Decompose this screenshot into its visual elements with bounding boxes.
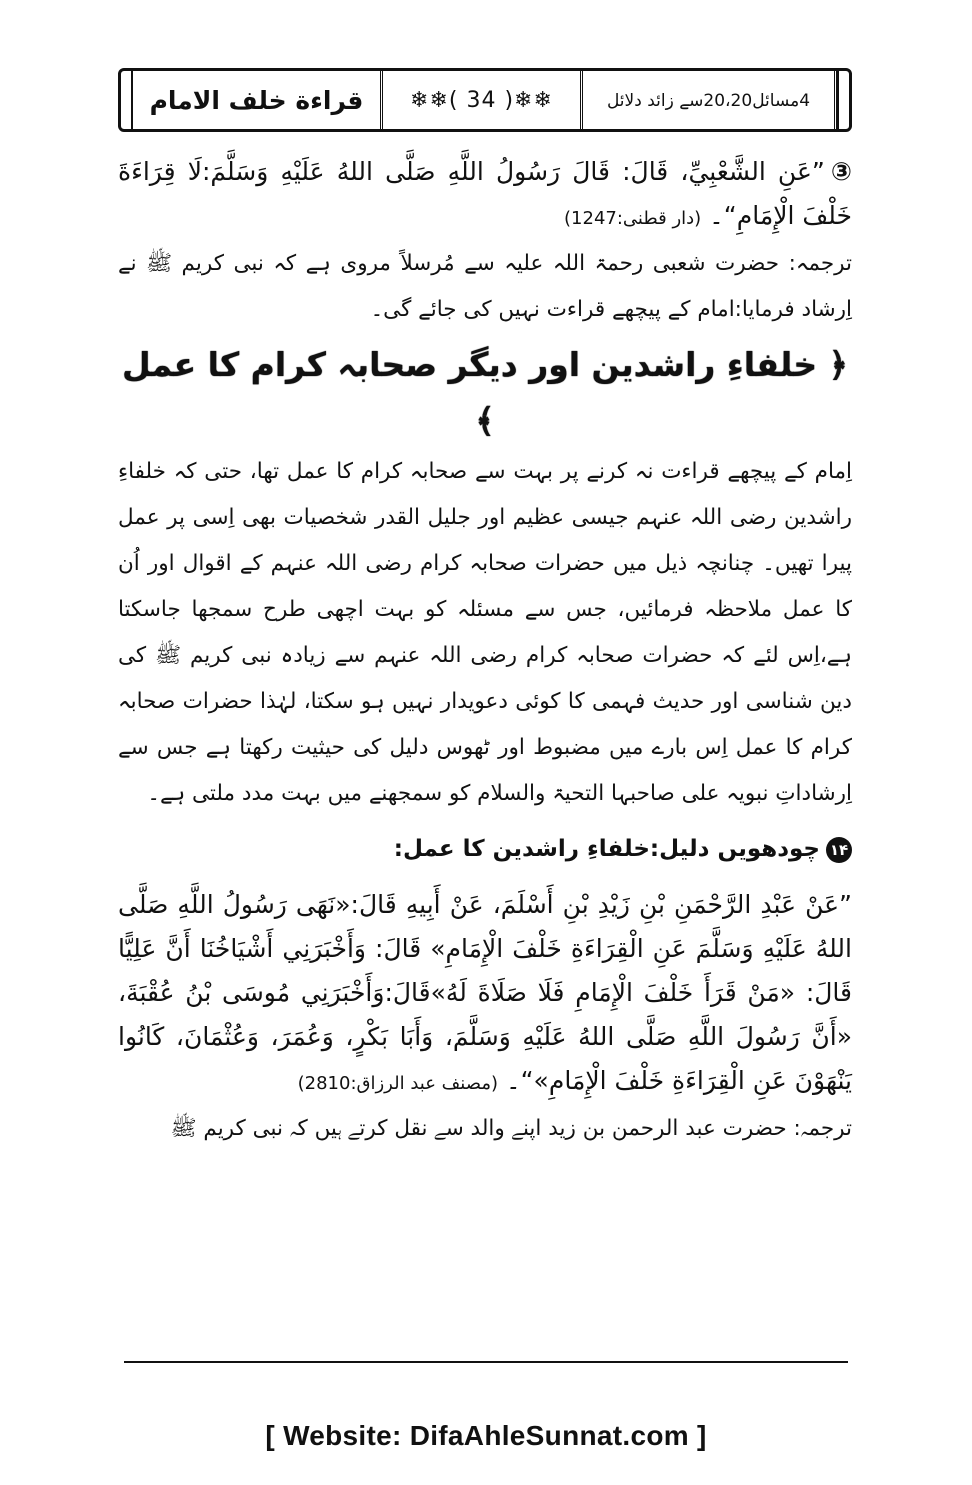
hadith-reference-2: (مصنف عبد الرزاق:2810)	[297, 1073, 498, 1094]
section-paragraph: اِمام کے پیچھے قراءت نہ کرنے پر بہت سے صحابہ کرام کا عمل تھا، حتی کہ خلفاءِ راشدین رضی اللہ عنہم جیسی عظیم اور جلیل القدر شخصیات بھی اِسی پر عمل پیرا تھیں۔ چنانچہ ذیل میں حضرات صحابہ کرام رضی اللہ عنہم کے اقوال اور اُن کا عمل ملاحظہ فرمائیں، جس سے مسئلہ کو بہت اچھی طرح سمجھا جاسکتا ہے،اِس لئے کہ حضرات صحابہ کرام رضی اللہ عنہم سے زیادہ نبی کریم ﷺ کی دین شناسی اور حدیث فہمی کا کوئی دعویدار نہیں ہو سکتا، لہٰذا حضرات صحابہ کرام کا عمل اِس بارے میں مضبوط اور ٹھوس دلیل کی حیثیت رکھتا ہے جس سے اِرشاداتِ نبویہ علی صاحبہا التحیۃ والسلام کو سمجھنے میں بہت مدد ملتی ہے۔	[118, 459, 852, 806]
section-heading: ﴿ خلفاءِ راشدین اور دیگر صحابہ کرام کا عمل ﴾	[122, 345, 848, 440]
website-footer: [ Website: DifaAhleSunnat.com ]	[265, 1420, 707, 1451]
header-right-border	[837, 71, 849, 129]
page-number: ❄❄( 34 )❄❄	[383, 71, 583, 129]
subheading-text: چودھویں دلیل:خلفاءِ راشدین کا عمل:	[393, 836, 820, 862]
header-subtitle: 4مسائل20،20سے زائد دلائل	[583, 71, 837, 129]
translation-2: ترجمہ: حضرت عبد الرحمن بن زید اپنے والد سے نقل کرتے ہیں کہ نبی کریم ﷺ	[170, 1116, 852, 1141]
subheading	[118, 823, 852, 875]
hadith-number: ③	[830, 157, 852, 186]
header-title: قراءة خلف الامام	[133, 71, 383, 129]
hadith-text-2: ”عَنْ عَبْدِ الرَّحْمَنِ بْنِ زَيْدِ بْنِ أَسْلَمَ، عَنْ أَبِيهِ قَالَ:«نَهَى رَسُولُ اللَّهِ صَلَّى اللهُ عَلَيْهِ وَسَلَّمَ عَنِ الْقِرَاءَةِ خَلْفَ الْإِمَامِ» قَالَ: وَأَخْبَرَنِي أَشْيَاخُنَا أَنَّ عَلِيًّا قَالَ: «مَنْ قَرَأَ خَلْفَ الْإِمَامِ فَلَا صَلَاةَ لَهُ»قَالَ:وَأَخْبَرَنِي مُوسَى بْنُ عُقْبَةَ، «أَنَّ رَسُولَ اللَّهِ صَلَّى اللهُ عَلَيْهِ وَسَلَّمَ، وَأَبَا بَكْرٍ، وَعُمَرَ، وَعُثْمَانَ، كَانُوا يَنْهَوْنَ عَنِ الْقِرَاءَةِ خَلْفَ الْإِمَامِ»“۔	[118, 890, 852, 1095]
hadith-reference: (دار قطنی:1247)	[564, 208, 702, 229]
footer-divider	[124, 1361, 848, 1363]
hadith-abdurrahman	[118, 883, 852, 1106]
hadith-shabi	[118, 150, 852, 241]
subheading-number-badge: ۱۴	[826, 837, 852, 863]
page-header	[118, 68, 852, 132]
page-body	[118, 150, 852, 1152]
translation-1: ترجمہ: حضرت شعبی رحمۃ اللہ علیہ سے مُرسلاً مروی ہے کہ نبی کریم ﷺ نے اِرشاد فرمایا:امام کے پیچھے قراءت نہیں کی جائے گی۔	[118, 251, 852, 322]
header-left-border	[121, 71, 133, 129]
hadith-text: ”عَنِ الشَّعْبِيِّ، قَالَ: قَالَ رَسُولُ اللَّهِ صَلَّى اللهُ عَلَيْهِ وَسَلَّمَ:لَا قِرَاءَةَ خَلْفَ الْإِمَامِ“۔	[118, 157, 852, 230]
